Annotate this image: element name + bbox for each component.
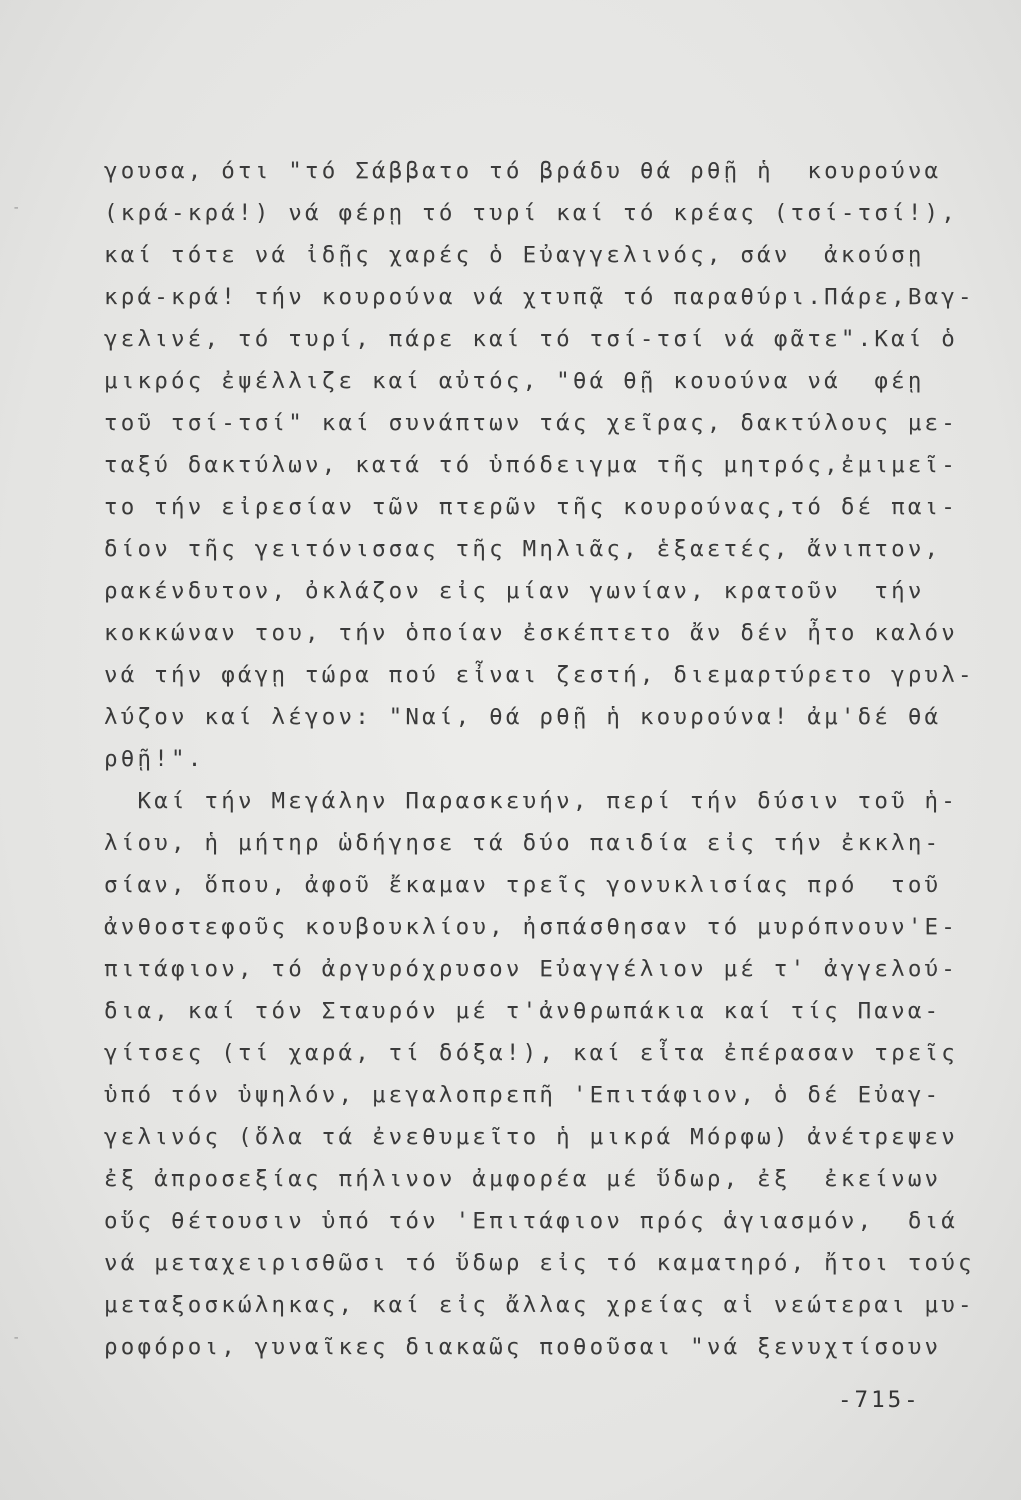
text-line: κρά-κρά! τήν κουρούνα νά χτυπᾷ τό παραθύρι.Πάρε,Βαγ-	[104, 284, 975, 310]
text-line: γελινέ, τό τυρί, πάρε καί τό τσί-τσί νά φᾶτε".Καί ὁ	[104, 326, 959, 352]
text-line: ρθῇ!".	[104, 746, 205, 772]
text-line: δια, καί τόν Σταυρόν μέ τ'ἀνθρωπάκια καί τίς Πανα-	[104, 998, 942, 1024]
text-line: ἀνθοστεφοῦς κουβουκλίου, ἠσπάσθησαν τό μυρόπνουν'Ε-	[104, 914, 959, 940]
text-line: λύζον καί λέγον: "Ναί, θά ρθῇ ἡ κουρούνα! ἀμ'δέ θά	[104, 704, 942, 730]
text-line: οὕς θέτουσιν ὑπό τόν 'Επιτάφιον πρός ἁγιασμόν, διά	[104, 1208, 959, 1234]
text-line: (κρά-κρά!) νά φέρῃ τό τυρί καί τό κρέας (τσί-τσί!),	[104, 200, 959, 226]
text-line: κοκκώναν του, τήν ὁποίαν ἐσκέπτετο ἄν δέν ἦτο καλόν	[104, 620, 959, 646]
text-line: μικρός ἐψέλλιζε καί αὐτός, "θά θῇ κουούνα νά φέῃ	[104, 368, 925, 394]
text-line: γουσα, ότι "τό Σάββατο τό βράδυ θά ρθῇ ἡ κουρούνα	[104, 158, 942, 184]
text-line: το τήν εἰρεσίαν τῶν πτερῶν τῆς κουρούνας,τό δέ παι-	[104, 494, 959, 520]
text-line: γελινός (ὅλα τά ἐνεθυμεῖτο ἡ μικρά Μόρφω) ἀνέτρεψεν	[104, 1124, 959, 1150]
text-line: ἐξ ἀπροσεξίας πήλινον ἀμφορέα μέ ὕδωρ, ἐξ ἐκείνων	[104, 1166, 942, 1192]
body-text	[104, 150, 975, 1368]
text-line: καί τότε νά ἰδῇς χαρές ὁ Εὐαγγελινός, σάν ἀκούσῃ	[104, 242, 925, 268]
margin-mark: -	[12, 1330, 21, 1346]
text-line: λίου, ἡ μήτηρ ὡδήγησε τά δύο παιδία εἰς τήν ἐκκλη-	[104, 830, 942, 856]
text-line: ταξύ δακτύλων, κατά τό ὑπόδειγμα τῆς μητρός,ἐμιμεῖ-	[104, 452, 959, 478]
text-line: μεταξοσκώληκας, καί εἰς ἄλλας χρείας αἱ νεώτεραι μυ-	[104, 1292, 975, 1318]
text-line: νά τήν φάγῃ τώρα πού εἶναι ζεστή, διεμαρτύρετο γρυλ-	[104, 662, 975, 688]
text-line: ρακένδυτον, ὀκλάζον εἰς μίαν γωνίαν, κρατοῦν τήν	[104, 578, 925, 604]
page-number: -715-	[838, 1387, 921, 1413]
text-line: πιτάφιον, τό ἀργυρόχρυσον Εὐαγγέλιον μέ τ' ἀγγελού-	[104, 956, 959, 982]
text-line: σίαν, ὅπου, ἀφοῦ ἔκαμαν τρεῖς γονυκλισίας πρό τοῦ	[104, 872, 942, 898]
text-line: δίον τῆς γειτόνισσας τῆς Μηλιᾶς, ἑξαετές, ἄνιπτον,	[104, 536, 942, 562]
text-line: τοῦ τσί-τσί" καί συνάπτων τάς χεῖρας, δακτύλους με-	[104, 410, 959, 436]
margin-mark: -	[12, 200, 21, 216]
text-line: ὑπό τόν ὑψηλόν, μεγαλοπρεπῆ 'Επιτάφιον, ὁ δέ Εὐαγ-	[104, 1082, 942, 1108]
text-line: Καί τήν Μεγάλην Παρασκευήν, περί τήν δύσιν τοῦ ἡ-	[104, 788, 959, 814]
text-line: γίτσες (τί χαρά, τί δόξα!), καί εἶτα ἐπέρασαν τρεῖς	[104, 1040, 959, 1066]
text-line: ροφόροι, γυναῖκες διακαῶς ποθοῦσαι "νά ξενυχτίσουν	[104, 1334, 942, 1360]
text-line: νά μεταχειρισθῶσι τό ὕδωρ εἰς τό καματηρό, ἤτοι τούς	[104, 1250, 975, 1276]
